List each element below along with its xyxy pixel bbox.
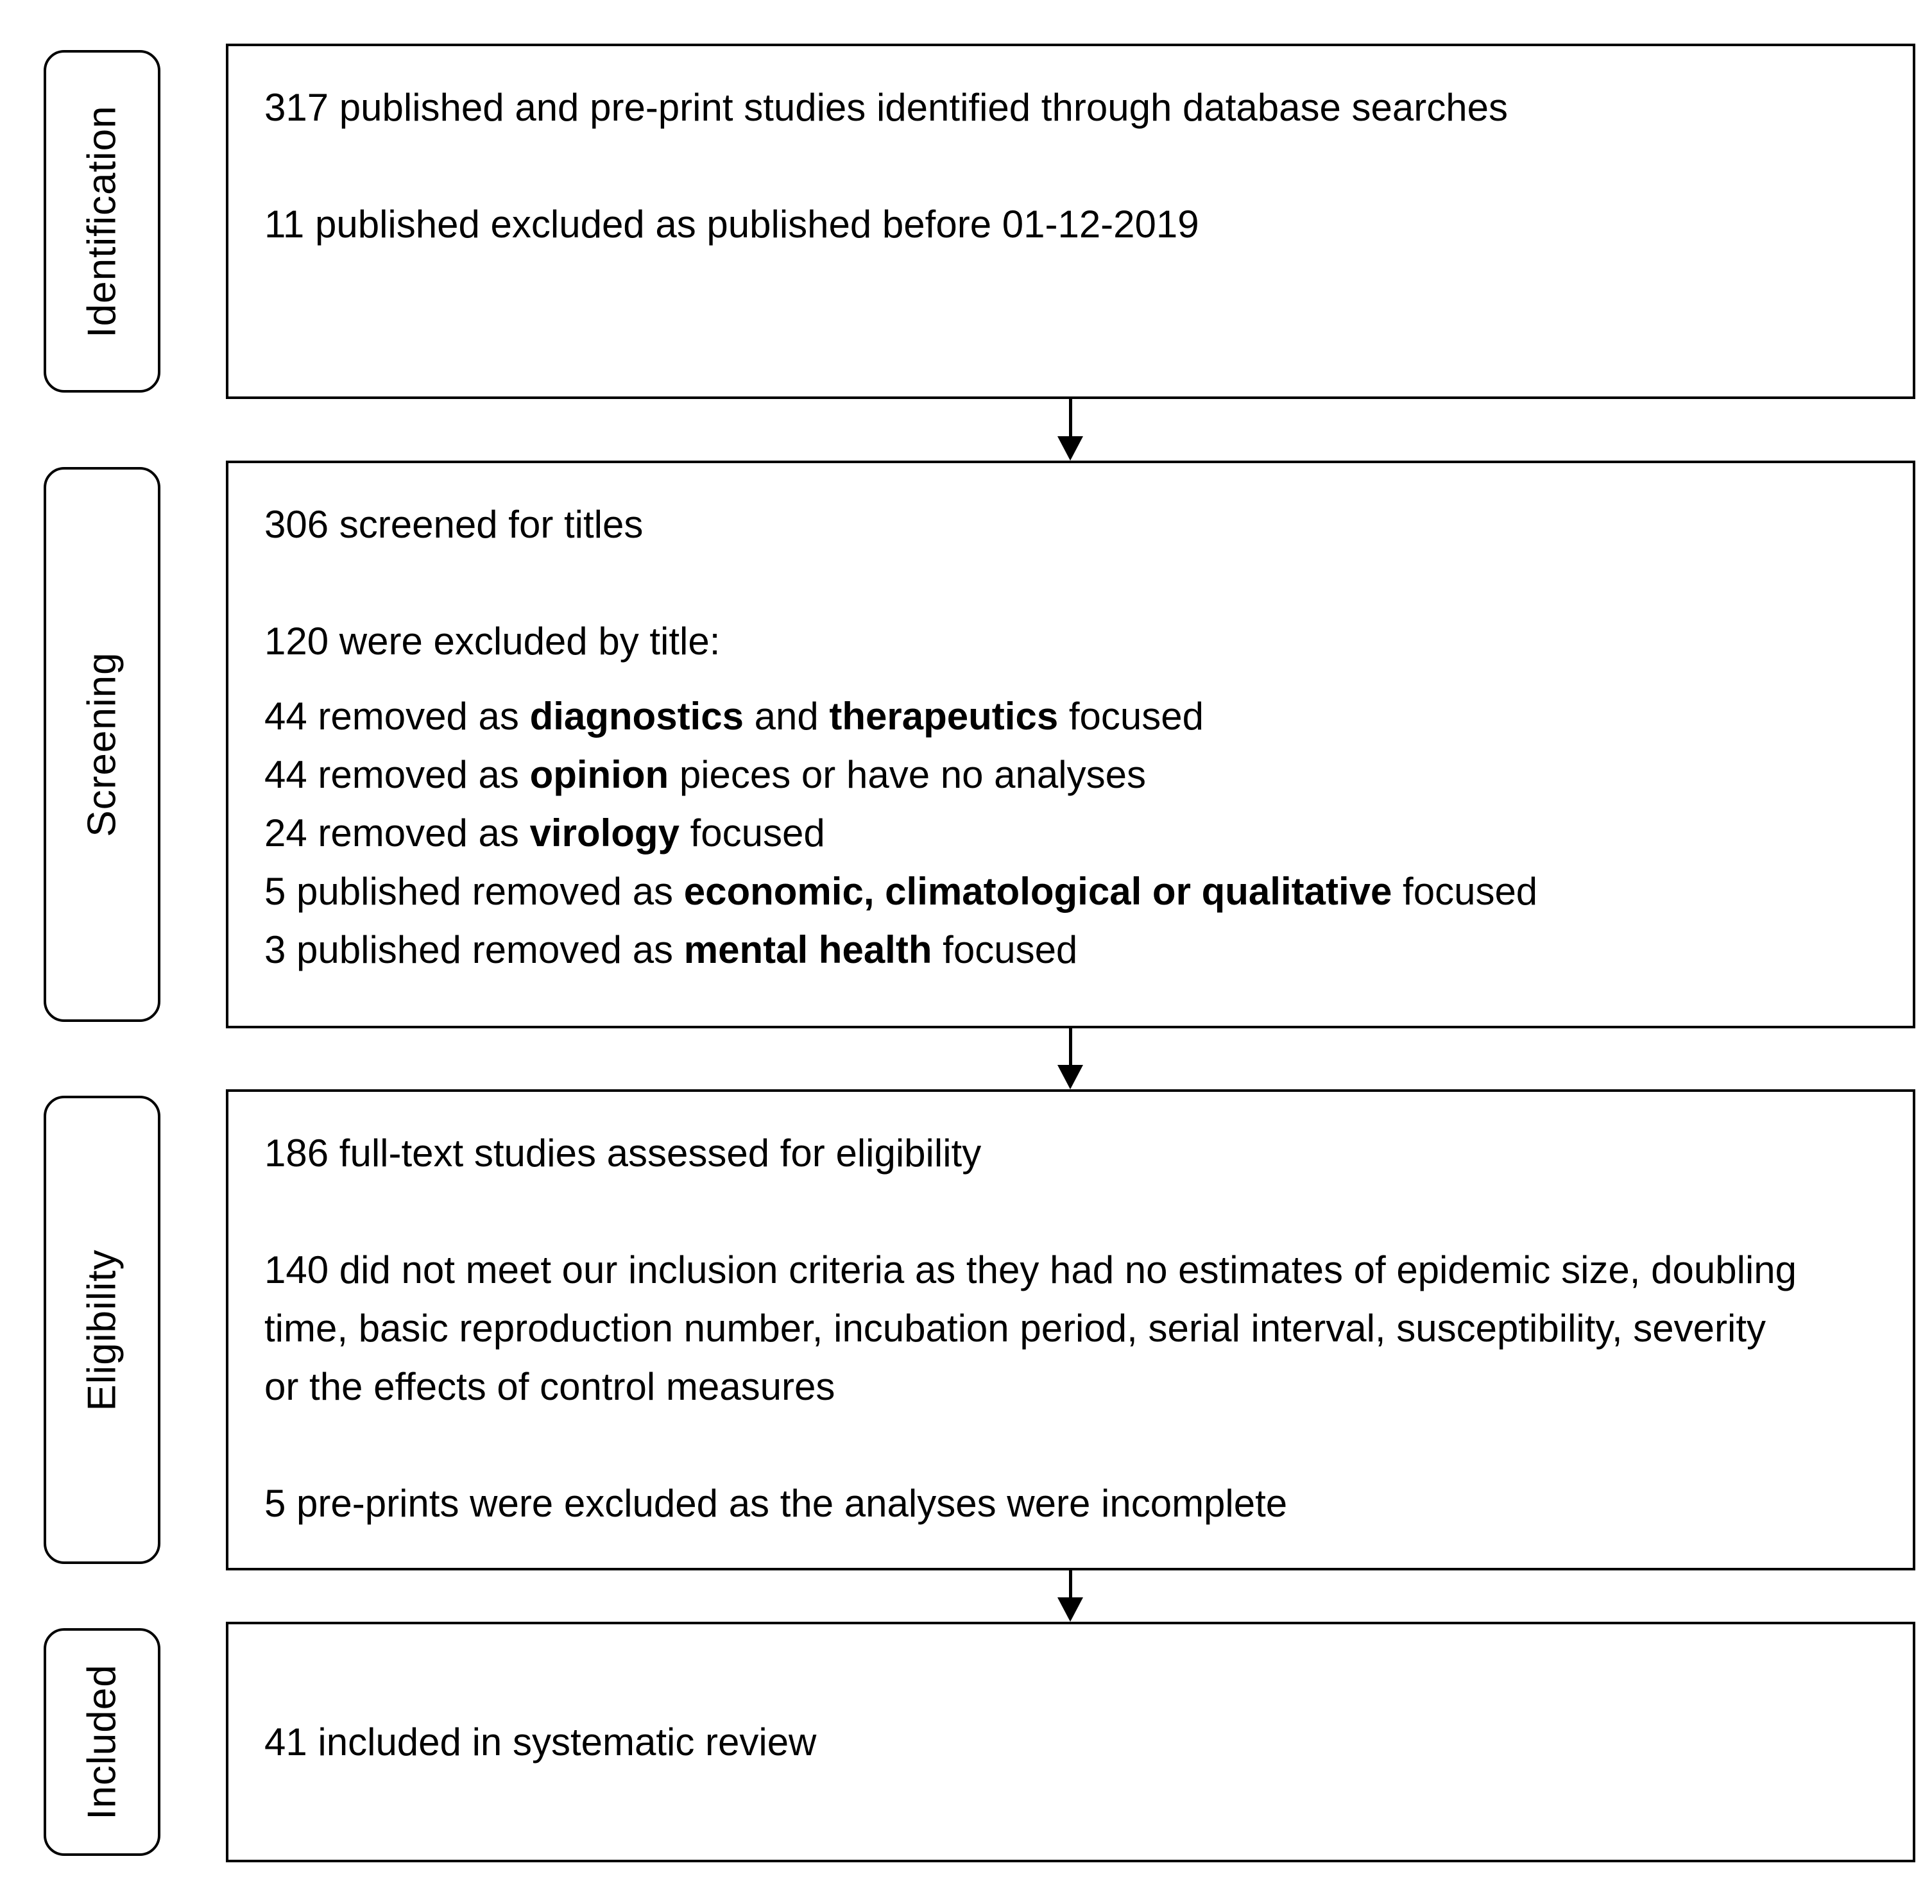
box-content-screening: [264, 495, 1804, 979]
stage-box-eligibility: [226, 1089, 1915, 1570]
box-paragraph: [264, 495, 1804, 554]
flow-arrow-screening-to-eligibility: [1057, 1028, 1084, 1089]
box-paragraph: [264, 78, 1804, 137]
stage-row-eligibility: [44, 1089, 1915, 1570]
text-segment: 120 were excluded by title:: [264, 620, 721, 663]
text-segment: 11 published excluded as published before 01-12-2019: [264, 203, 1199, 246]
text-segment: pieces or have no analyses: [669, 753, 1146, 796]
text-segment: focused: [1058, 695, 1204, 738]
arrow-head-icon: [1057, 436, 1083, 461]
arrow-head-icon: [1057, 1065, 1083, 1089]
text-segment: focused: [1392, 870, 1538, 913]
text-segment: and: [743, 695, 830, 738]
stage-label-text-included: Included: [80, 1664, 124, 1820]
box-content-identification: [264, 78, 1804, 253]
text-segment: 3 published removed as: [264, 928, 684, 971]
arrow-head-icon: [1057, 1597, 1083, 1622]
box-content-eligibility: [264, 1124, 1804, 1533]
stage-box-included: [226, 1622, 1915, 1862]
box-paragraph: [264, 612, 1804, 670]
stage-label-identification: [44, 50, 160, 393]
text-segment: 186 full-text studies assessed for eligibility: [264, 1132, 982, 1175]
emphasis-text: economic, climatological or qualitative: [683, 870, 1392, 913]
box-paragraph: [264, 1241, 1804, 1416]
flow-arrow-identification-to-screening: [1057, 399, 1084, 461]
text-segment: 306 screened for titles: [264, 503, 644, 546]
text-segment: 24 removed as: [264, 812, 530, 854]
text-segment: 44 removed as: [264, 695, 530, 738]
flow-arrow-eligibility-to-included: [1057, 1570, 1084, 1622]
stage-row-included: [44, 1622, 1915, 1862]
emphasis-text: diagnostics: [529, 695, 744, 738]
text-segment: focused: [679, 812, 825, 854]
stage-label-eligibility: [44, 1096, 160, 1564]
box-content-included: [264, 1713, 816, 1771]
text-segment: 41 included in systematic review: [264, 1721, 817, 1764]
box-paragraph: [264, 195, 1804, 253]
emphasis-text: mental health: [683, 928, 932, 971]
text-segment: 140 did not meet our inclusion criteria as they had no estimates of epidemic size, doubling time, basic reproduction number, incubation period, serial interval, susceptibility, severity or the effects of control measures: [264, 1248, 1797, 1408]
text-segment: 5 published removed as: [264, 870, 684, 913]
box-paragraph: [264, 1474, 1804, 1533]
stage-box-identification: [226, 44, 1915, 399]
emphasis-text: virology: [529, 812, 680, 854]
box-paragraph: [264, 687, 1804, 979]
box-paragraph: [264, 1713, 816, 1771]
text-segment: 44 removed as: [264, 753, 530, 796]
text-segment: focused: [932, 928, 1078, 971]
text-segment: 5 pre-prints were excluded as the analyses were incomplete: [264, 1482, 1288, 1525]
stage-label-included: [44, 1628, 160, 1856]
stage-label-text-screening: Screening: [80, 652, 124, 837]
stage-row-screening: [44, 461, 1915, 1028]
emphasis-text: opinion: [529, 753, 669, 796]
stage-label-text-eligibility: Eligibility: [80, 1248, 124, 1411]
text-segment: 317 published and pre-print studies identified through database searches: [264, 86, 1508, 129]
emphasis-text: therapeutics: [829, 695, 1059, 738]
stage-box-screening: [226, 461, 1915, 1028]
stage-label-text-identification: Identification: [80, 105, 124, 338]
box-paragraph: [264, 1124, 1804, 1182]
stage-label-screening: [44, 467, 160, 1022]
stage-row-identification: [44, 44, 1915, 399]
